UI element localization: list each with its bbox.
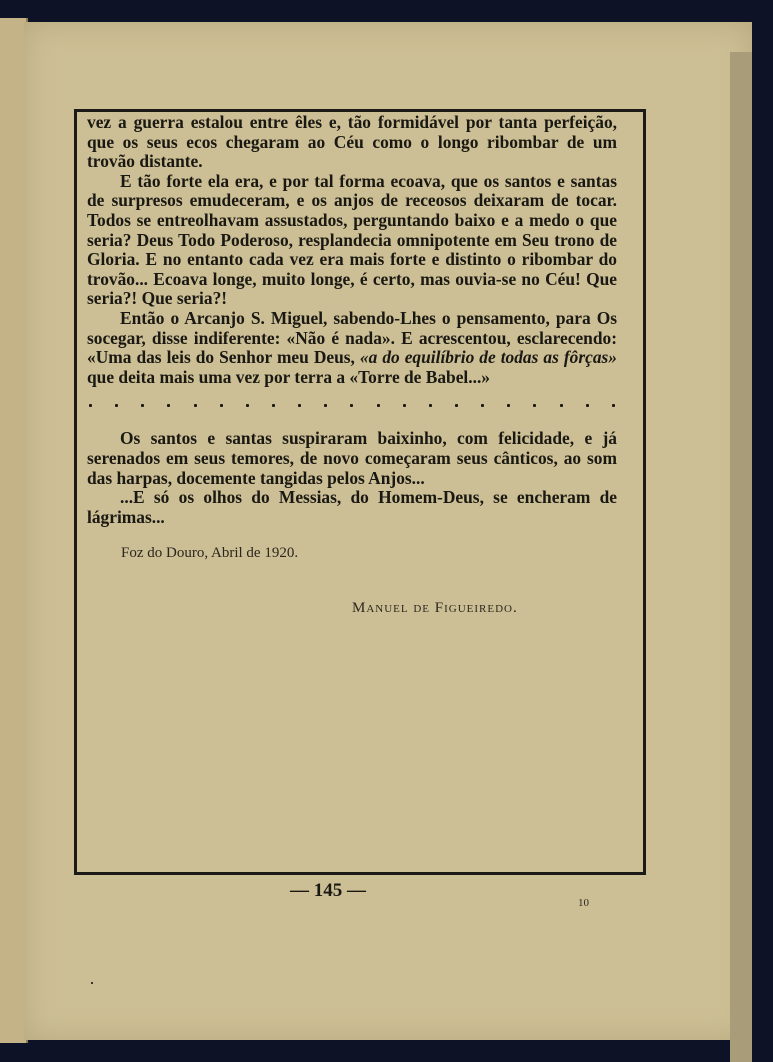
italic-phrase: «a do equilíbrio de todas as fôrças» <box>359 347 617 368</box>
paragraph-5: ...E só os olhos do Messias, do Homem-Deus, se encheram de lágrimas... <box>87 487 617 527</box>
paragraph-3-end: que deita mais uma vez por terra a «Torre de Babel...» <box>87 366 491 387</box>
paragraph-1: vez a guerra estalou entre êles e, tão formidável por tanta perfeição, que os seus ecos chegaram ao Céu como o longo ribombar de um trovão distante. <box>87 112 617 172</box>
sheet-number: 10 <box>578 897 589 909</box>
author-signature: Manuel de Figueiredo. <box>352 600 518 616</box>
section-separator-dots <box>87 404 617 407</box>
page-mark <box>91 982 93 984</box>
paragraph-3 <box>87 309 617 387</box>
paragraph-2: E tão forte ela era, e por tal forma ecoava, que os santos e santas de surpresos emudeceram, e os anjos de receosos deixaram de tocar. Todos se entreolhavam assustados, perguntando baixo e a medo o que seria? Deus Todo Poderoso, resplandecia omnipotente em Seu trono de Gloria. E no entanto cada vez era mais forte e distinto o ribombar do trovão... Ecoava longe, muito longe, é certo, mas ouvia-se no Céu! Que seria?! Que seria?! <box>87 170 617 309</box>
body-text <box>87 113 617 527</box>
page-number: — 145 — <box>290 880 366 901</box>
paragraph-3-text: Então o Arcanjo S. Miguel, sabendo-Lhes o pensamento, para Os socegar, disse indiferente: «Não é nada». E acrescentou, esclarecendo: «Uma das leis do Senhor meu Deus, <box>87 307 617 368</box>
paragraph-4: Os santos e santas suspiraram baixinho, com felicidade, e já serenados em seus temores, de novo começaram seus cânticos, ao som das harpas, docemente tangidas pelos Anjos... <box>87 428 617 488</box>
date-line: Foz do Douro, Abril de 1920. <box>121 545 299 561</box>
page-edge-strip <box>730 52 752 1062</box>
